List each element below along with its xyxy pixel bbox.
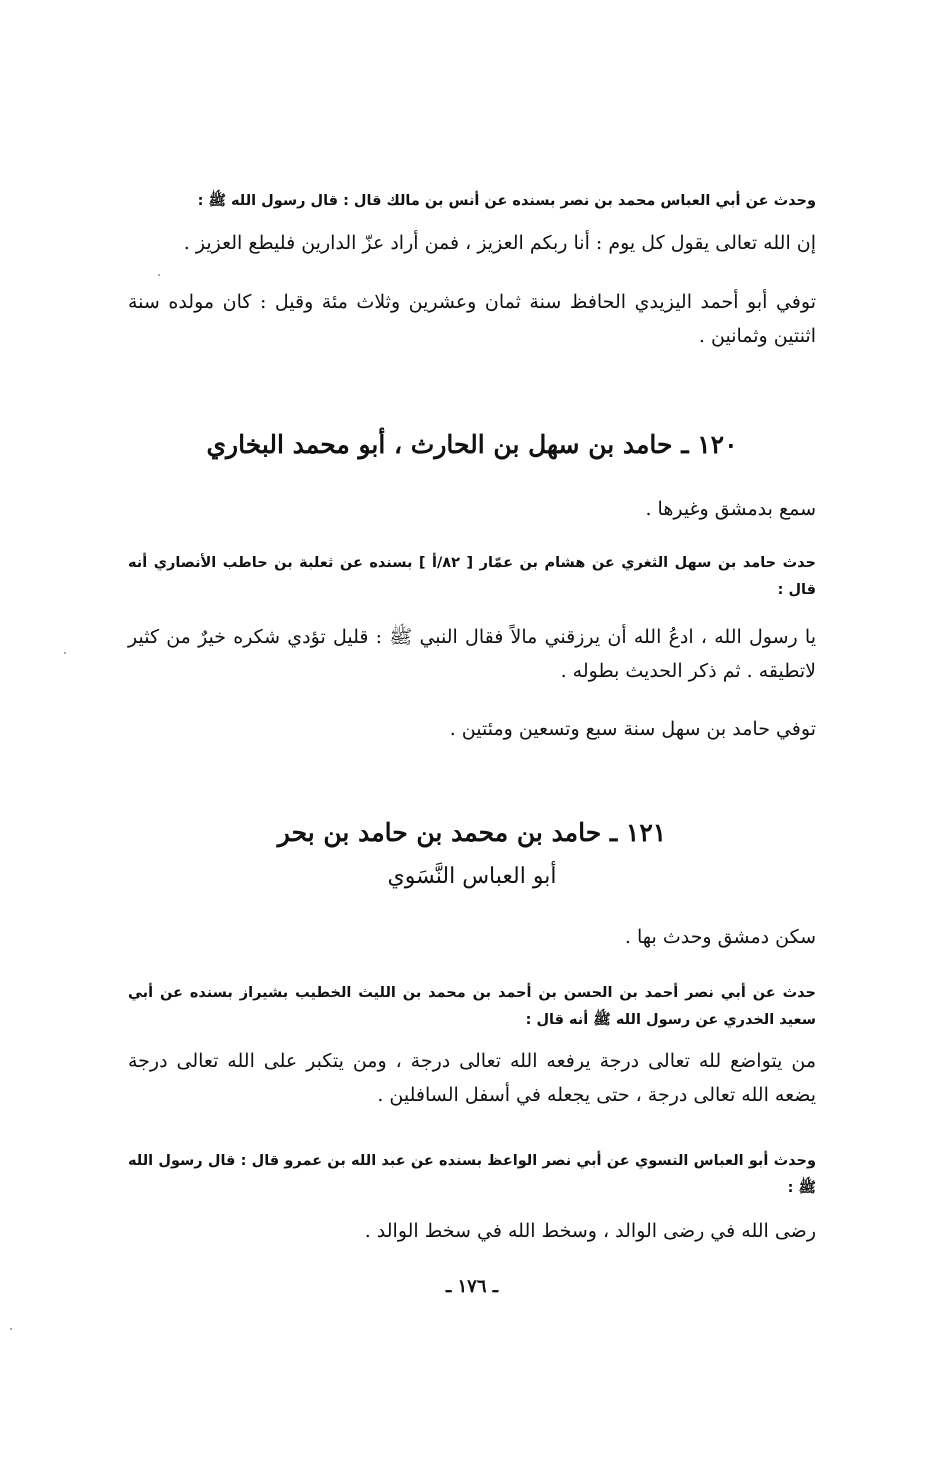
hadith-isnad: حدث حامد بن سهل الثغري عن هشام بن عمّار [ ٨٢/أ ] بسنده عن ثعلبة بن حاطب الأنصاري أنه قال : <box>128 555 817 598</box>
page-number: ـ ١٧٦ ـ <box>445 1276 499 1297</box>
death-note: توفي أبو أحمد اليزيدي الحافظ سنة ثمان وعشرين وثلاث مئة وقيل : كان مولده سنة اثنتين وثمانين . <box>128 291 816 347</box>
entry-subheading: أبو العباس النَّسَوي <box>387 864 557 889</box>
entry-intro: سمع بدمشق وغيرها . <box>645 498 816 520</box>
hadith-isnad: حدث عن أبي نصر أحمد بن الحسن بن أحمد بن محمد بن الليث الخطيب بشيراز بسنده عن أبي سعيد الخدري عن رسول الله ﷺ أنه قال : <box>128 985 816 1028</box>
hadith-text: رضى الله في رضى الوالد ، وسخط الله في سخط الوالد . <box>364 1220 816 1242</box>
entry-intro: سكن دمشق وحدث بها . <box>624 926 816 948</box>
hadith-isnad: وحدث عن أبي العباس محمد بن نصر بسنده عن أنس بن مالك قال : قال رسول الله ﷺ : <box>197 193 816 209</box>
hadith-text: يا رسول الله ، ادعُ الله أن يرزقني مالاً فقال النبي ﷺ : قليل تؤدي شكره خيرٌ من كثير لاتطيقه . ثم ذكر الحديث بطوله . <box>128 626 816 682</box>
scan-speck <box>64 652 66 654</box>
entry-heading: ١٢٠ ـ حامد بن سهل بن الحارث ، أبو محمد البخاري <box>206 430 738 459</box>
hadith-text: إن الله تعالى يقول كل يوم : أنا ربكم العزيز ، فمن أراد عزّ الدارين فليطع العزيز . <box>183 232 816 254</box>
hadith-isnad: وحدث أبو العباس النسوي عن أبي نصر الواعظ بسنده عن عبد الله بن عمرو قال : قال رسول الله ﷺ : <box>128 1153 816 1196</box>
entry-heading: ١٢١ ـ حامد بن محمد بن حامد بن بحر <box>277 818 667 847</box>
scan-speck <box>158 274 160 276</box>
scan-speck <box>10 1328 12 1330</box>
death-note: توفي حامد بن سهل سنة سبع وتسعين ومئتين . <box>449 718 816 740</box>
hadith-text: من يتواضع لله تعالى درجة يرفعه الله تعالى درجة ، ومن يتكبر على الله تعالى درجة يضعه الله تعالى درجة ، حتى يجعله في أسفل السافلين . <box>128 1050 816 1106</box>
